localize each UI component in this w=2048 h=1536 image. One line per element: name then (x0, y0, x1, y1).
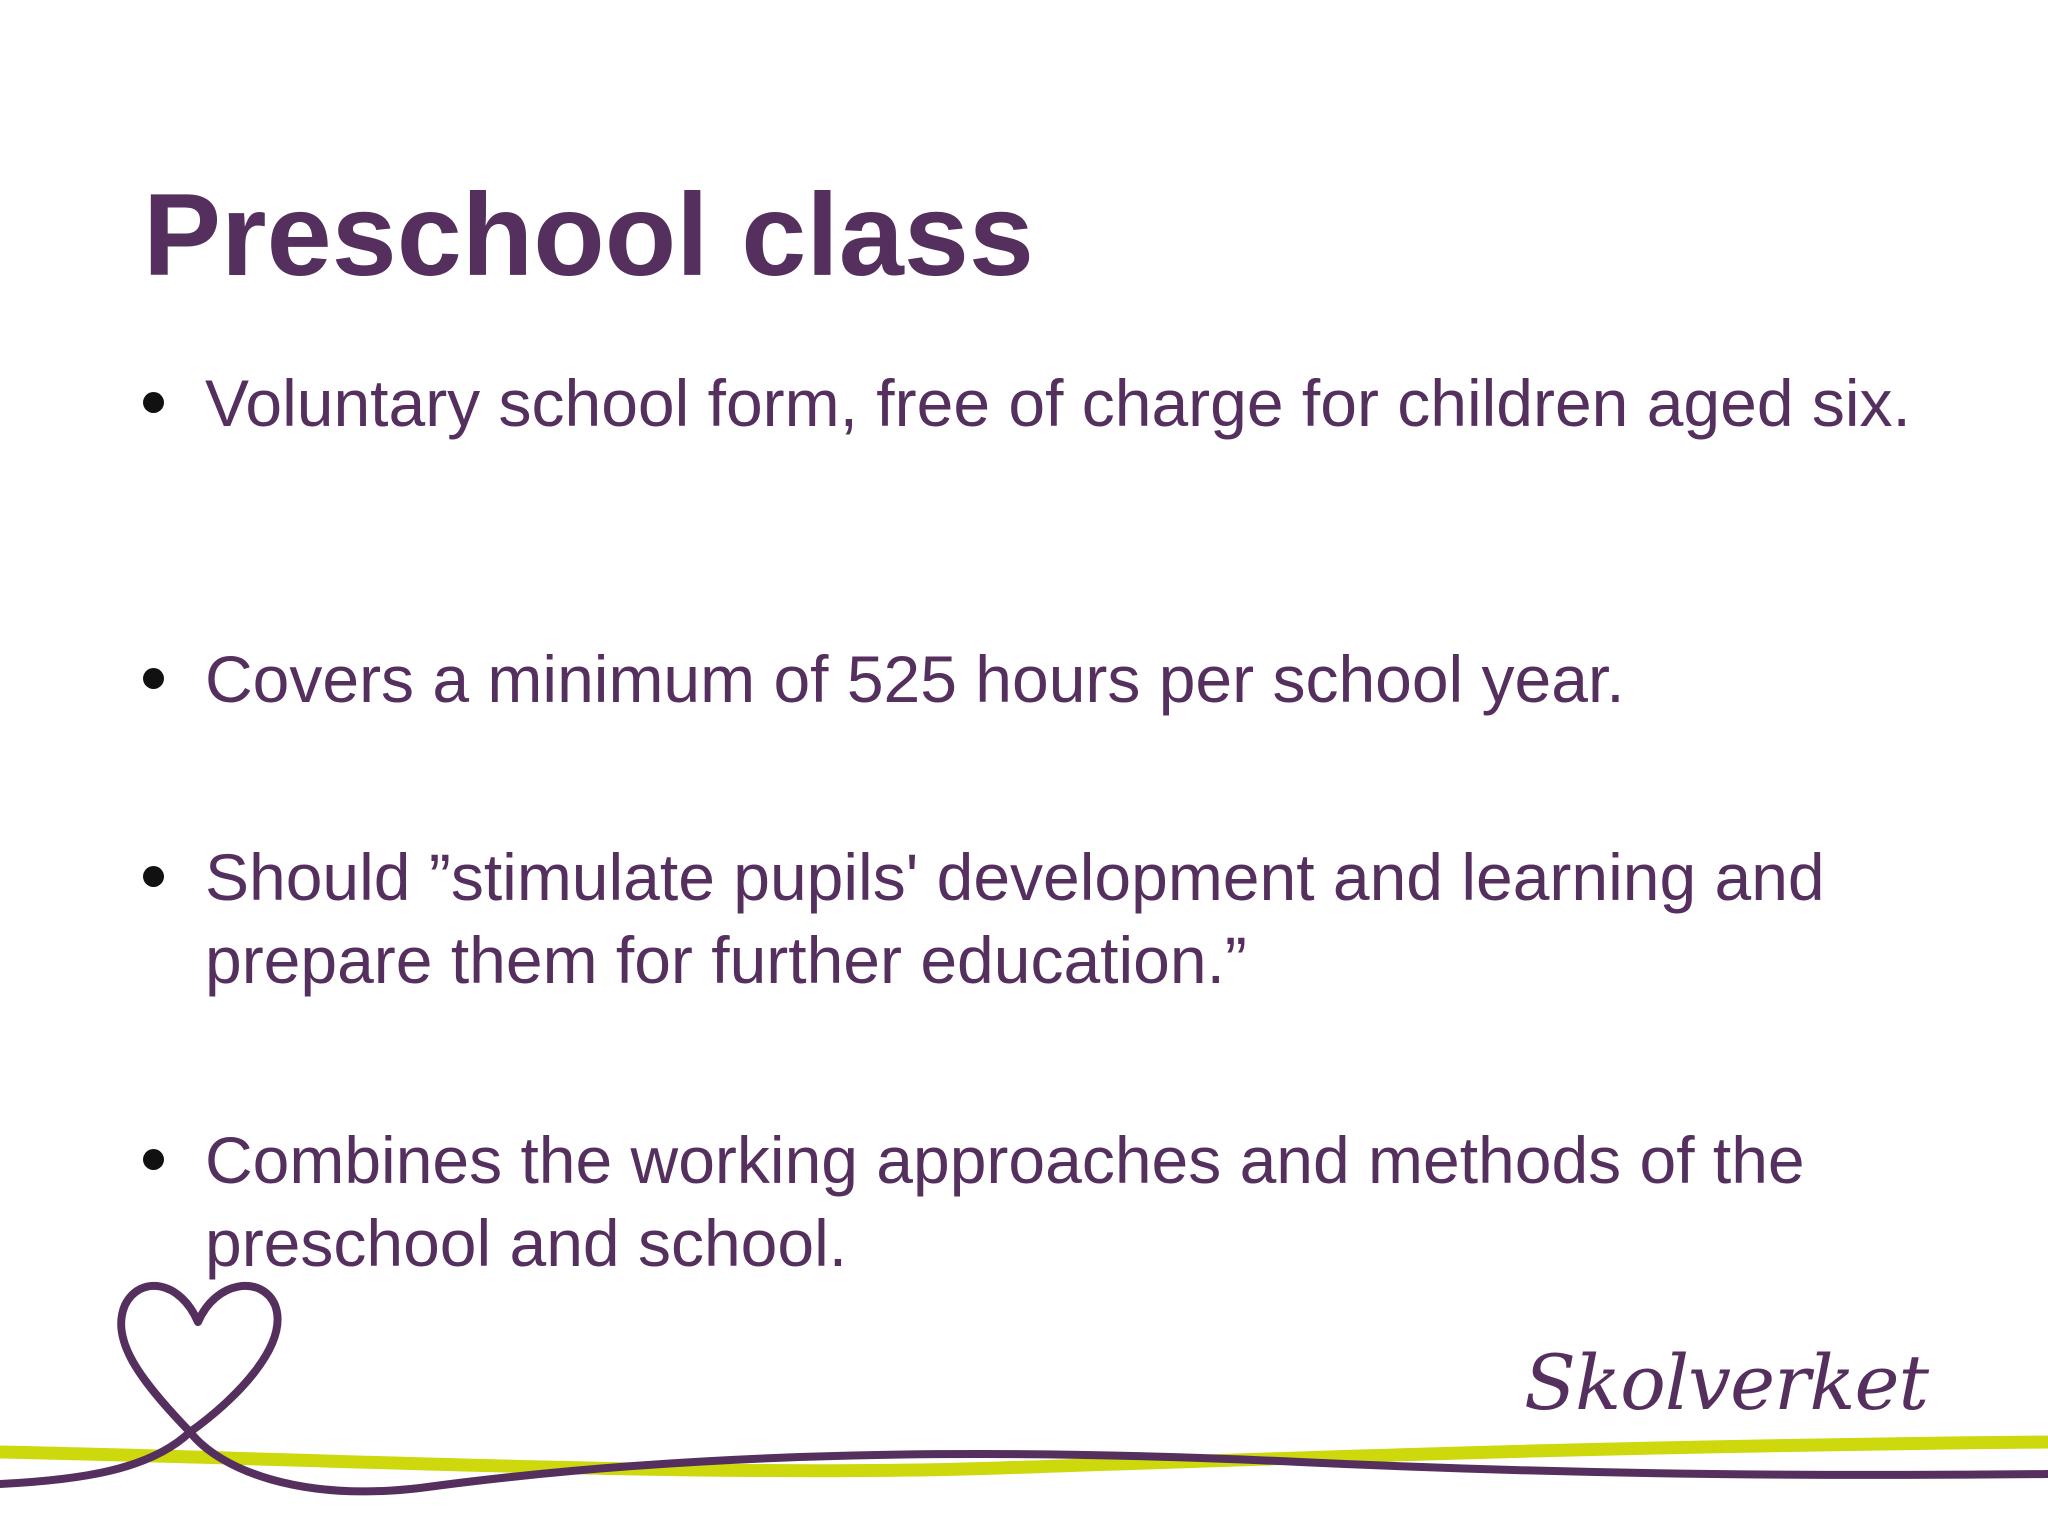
bullet-item (143, 836, 1925, 1002)
bullet-text: Combines the working approaches and methods of the preschool and school. (205, 1123, 1805, 1280)
bullet-item (143, 638, 1925, 721)
bullet-item (143, 362, 1925, 445)
bullet-text: Covers a minimum of 525 hours per school year. (205, 642, 1625, 716)
bullet-text: Should ”stimulate pupils' development and learning and prepare them for further education.” (205, 840, 1825, 997)
slide-title: Preschool class (143, 169, 1034, 300)
bullet-text: Voluntary school form, free of charge for children aged six. (205, 366, 1911, 440)
green-ribbon-line (0, 1442, 2048, 1471)
skolverket-logo: Skolverket (1524, 1338, 1928, 1427)
bullet-dot-icon (143, 866, 164, 887)
bullet-dot-icon (143, 668, 164, 689)
bullet-dot-icon (143, 1149, 164, 1170)
bullet-item (143, 1119, 1985, 1285)
bullet-dot-icon (143, 392, 164, 413)
